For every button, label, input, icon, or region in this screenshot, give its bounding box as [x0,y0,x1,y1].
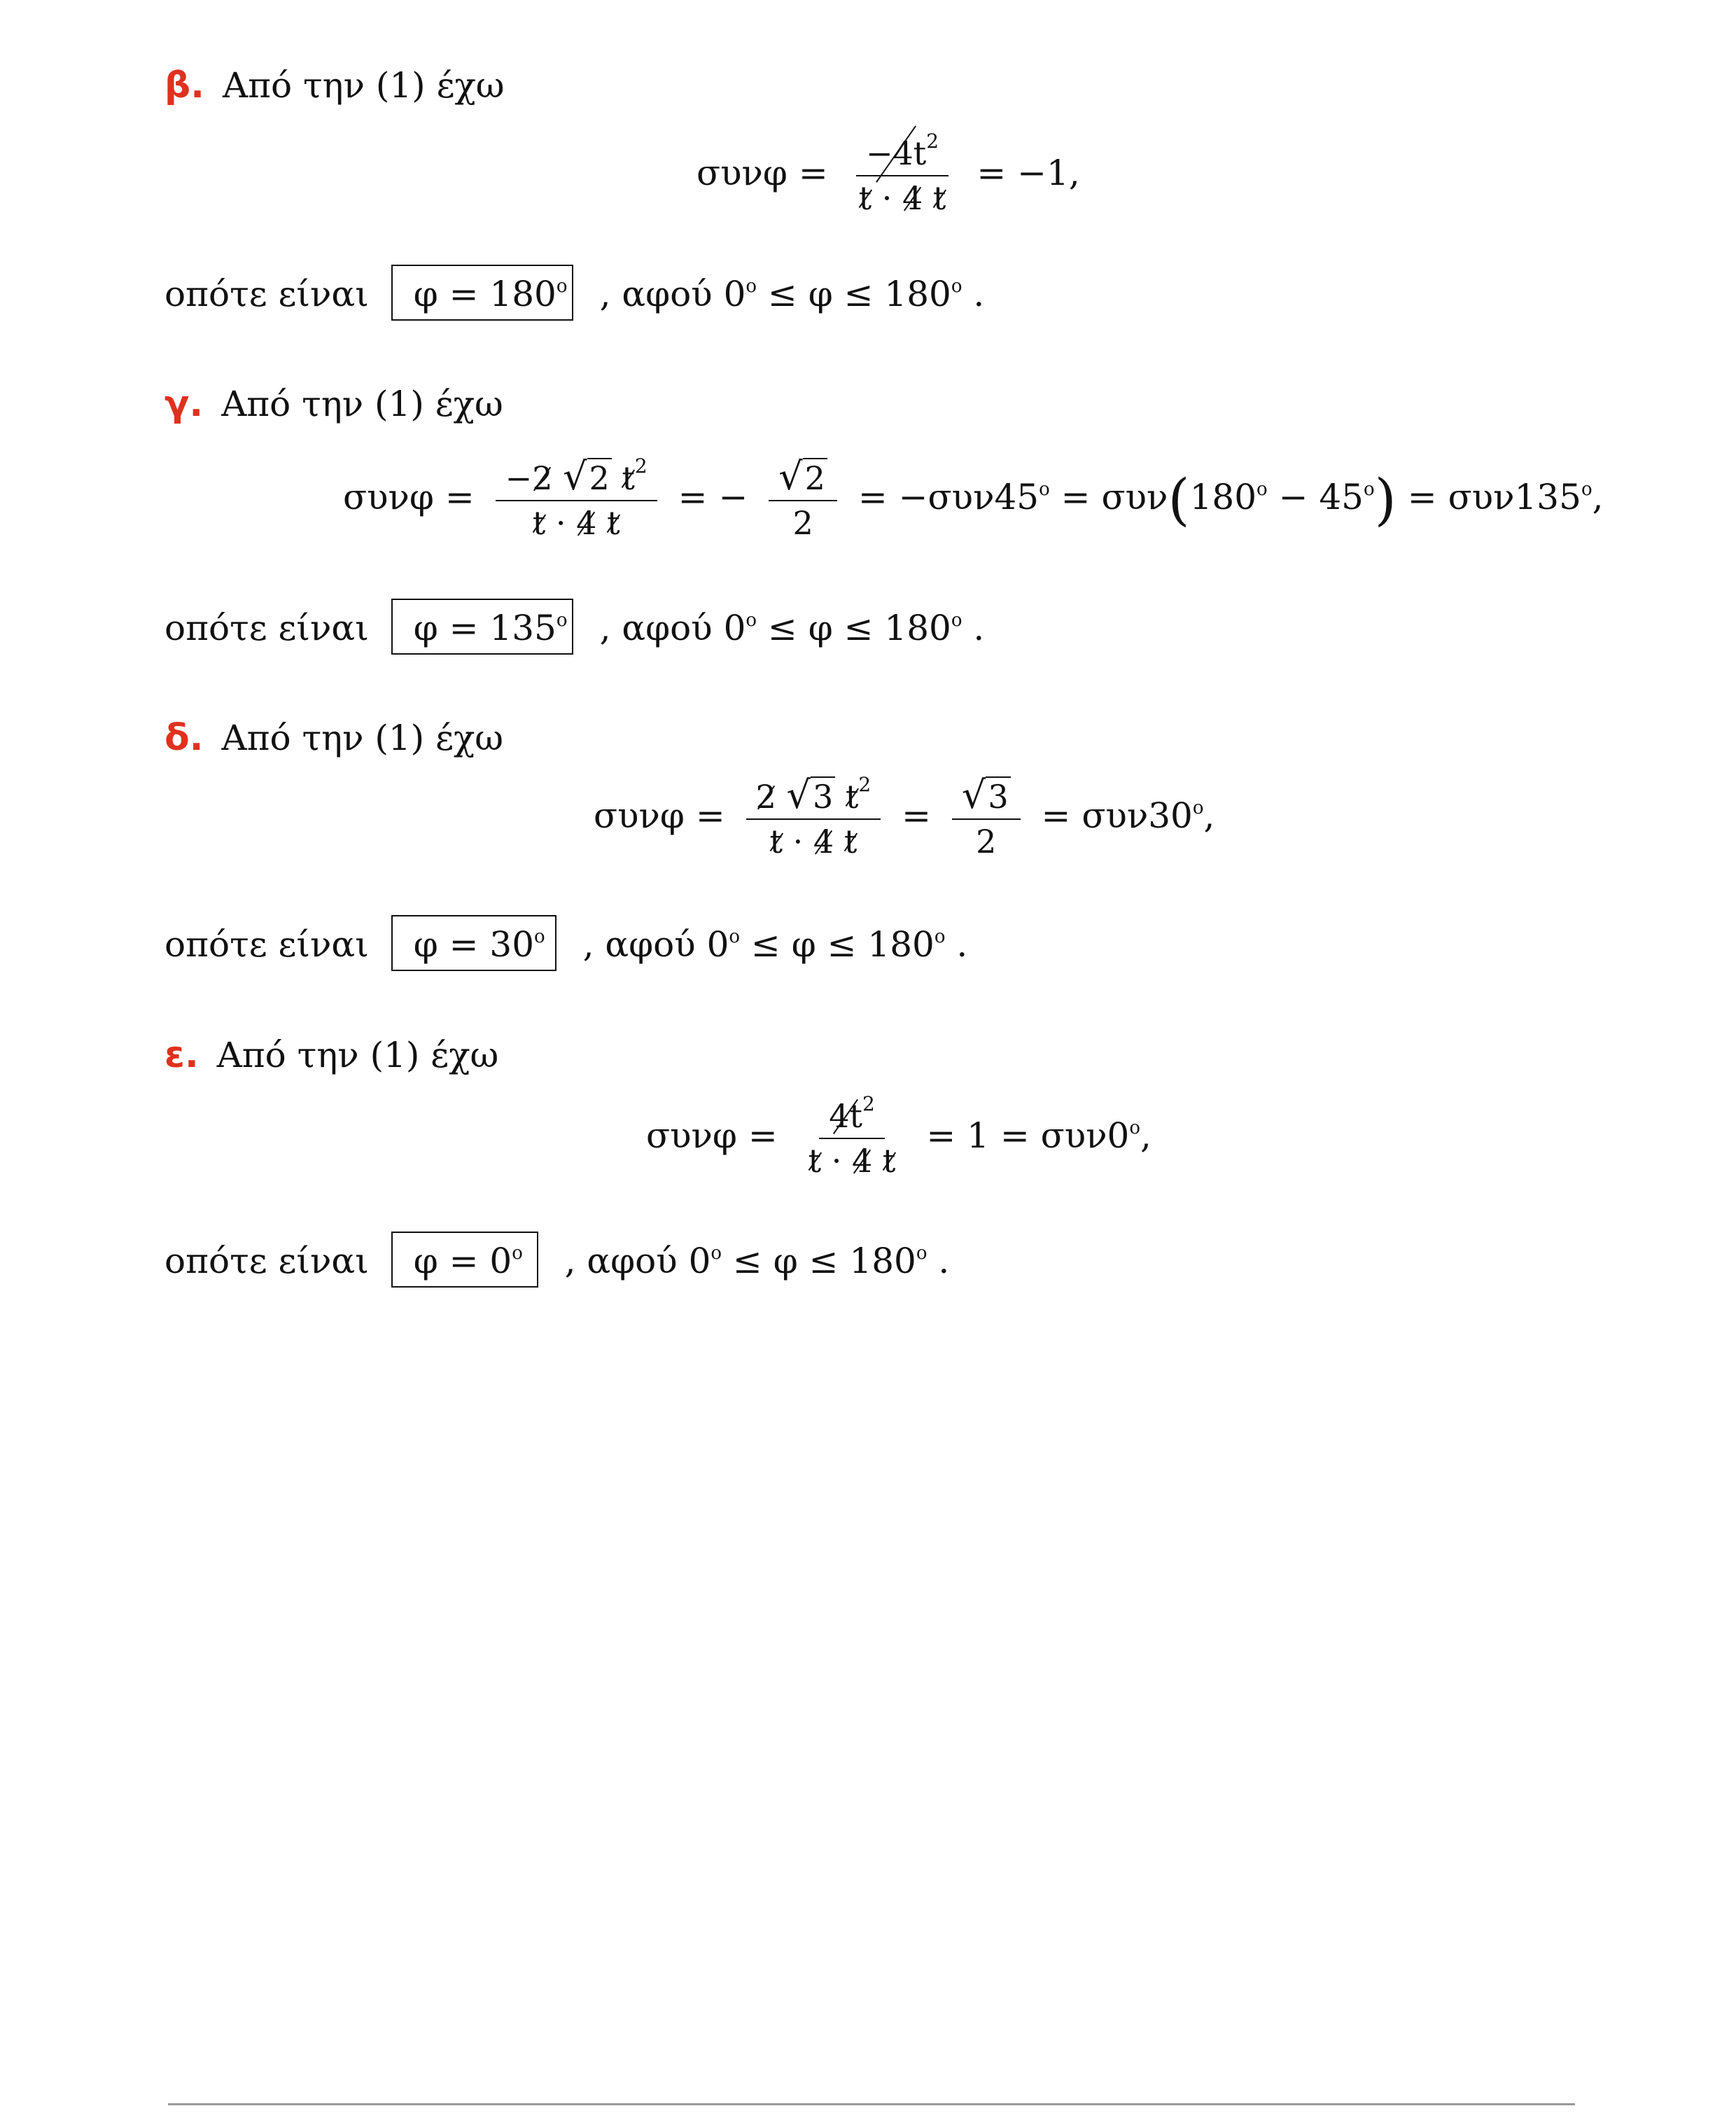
section-letter: δ. [164,717,204,759]
section-beta-heading [164,64,505,106]
conclusion-text: οπότε είναι [164,274,369,314]
equation-result: = −1, [976,153,1080,193]
condition: , αφού $0^o \le \varphi \le 180^o$ . [564,1241,950,1281]
section-gamma-heading [164,383,503,425]
fraction [952,774,1021,863]
fraction-denominator: t · 4 t [849,176,956,220]
section-intro: Από την (1) έχω [222,65,505,106]
conclusion-beta [164,265,984,321]
fraction [746,774,881,863]
fraction [769,455,837,545]
equation-delta: συνφ = $\frac{2 √3 t^2}{t \cdot 4 t}$ = $\frac{√3}{2}$ = $\sigma\upsilon\nu 30^o$, [594,774,1214,863]
fraction [799,1094,906,1183]
section-letter: β. [164,64,204,106]
fraction-numerator [769,455,837,501]
condition: , αφού $0^o \le \varphi \le 180^o$ . [582,924,968,965]
section-intro: Από την (1) έχω [216,1035,499,1075]
boxed-answer: $\varphi = 135^o$ [391,599,573,655]
fraction-numerator: $-4t^2$ [856,132,948,176]
conclusion-epsilon [164,1232,949,1288]
fraction [849,132,956,220]
sqrt: √3 [787,774,836,818]
fraction-denominator: t · 4 t [523,501,630,545]
section-epsilon-heading [164,1034,498,1076]
conclusion-gamma [164,599,984,655]
conclusion-delta [164,915,967,971]
condition: , αφού $0^o \le \varphi \le 180^o$ . [599,274,985,314]
equation-lhs: συνφ = [343,477,475,517]
boxed-answer: $\varphi = 0^o$ [391,1232,538,1288]
equation-lhs: συνφ = [646,1115,778,1156]
equation-lhs: συνφ = [696,153,828,193]
conclusion-text: οπότε είναι [164,924,369,965]
equation-beta [696,132,1080,220]
section-letter: ε. [164,1034,199,1076]
conclusion-text: οπότε είναι [164,608,369,648]
fraction-denominator: 2 [792,504,813,542]
fraction-denominator: t · 4 t [799,1139,906,1183]
condition: , αφού $0^o \le \varphi \le 180^o$ . [599,608,985,648]
boxed-answer: $\varphi = 180^o$ [391,265,573,321]
footer-rule [168,2103,1575,2105]
fraction-numerator: $4t^2$ [819,1094,885,1139]
equation-gamma: συνφ = $\frac{-2 √2 t^2}{t \cdot 4 t}$ = − $\frac{√2}{2}$ = $-\sigma\upsilon\nu 45^o = \sigma\upsilon\nu(180^o - 45^o) = \sigma\upsilon\nu 135^o$, [343,455,1604,545]
fraction-numerator: −2 √2 $t^2$ [496,455,657,501]
section-delta-heading [164,717,503,759]
section-intro: Από την (1) έχω [221,384,503,424]
sqrt: √2 [563,455,612,500]
boxed-answer: $\varphi = 30^o$ [391,915,556,971]
fraction-denominator: t · 4 t [760,820,867,863]
equation-epsilon: συνφ = $\frac{4t^2}{t \cdot 4 t}$ = $1 = \sigma\upsilon\nu 0^o$, [646,1094,1152,1183]
conclusion-text: οπότε είναι [164,1241,369,1281]
section-intro: Από την (1) έχω [221,718,504,758]
sqrt: √3 [962,774,1011,818]
fraction-numerator [952,774,1021,820]
fraction [496,455,657,545]
fraction-numerator: 2 √3 $t^2$ [746,774,881,820]
fraction-denominator: 2 [976,823,997,860]
section-letter: γ. [164,383,204,425]
equation-lhs: συνφ = [594,795,725,836]
sqrt: √2 [778,455,827,500]
